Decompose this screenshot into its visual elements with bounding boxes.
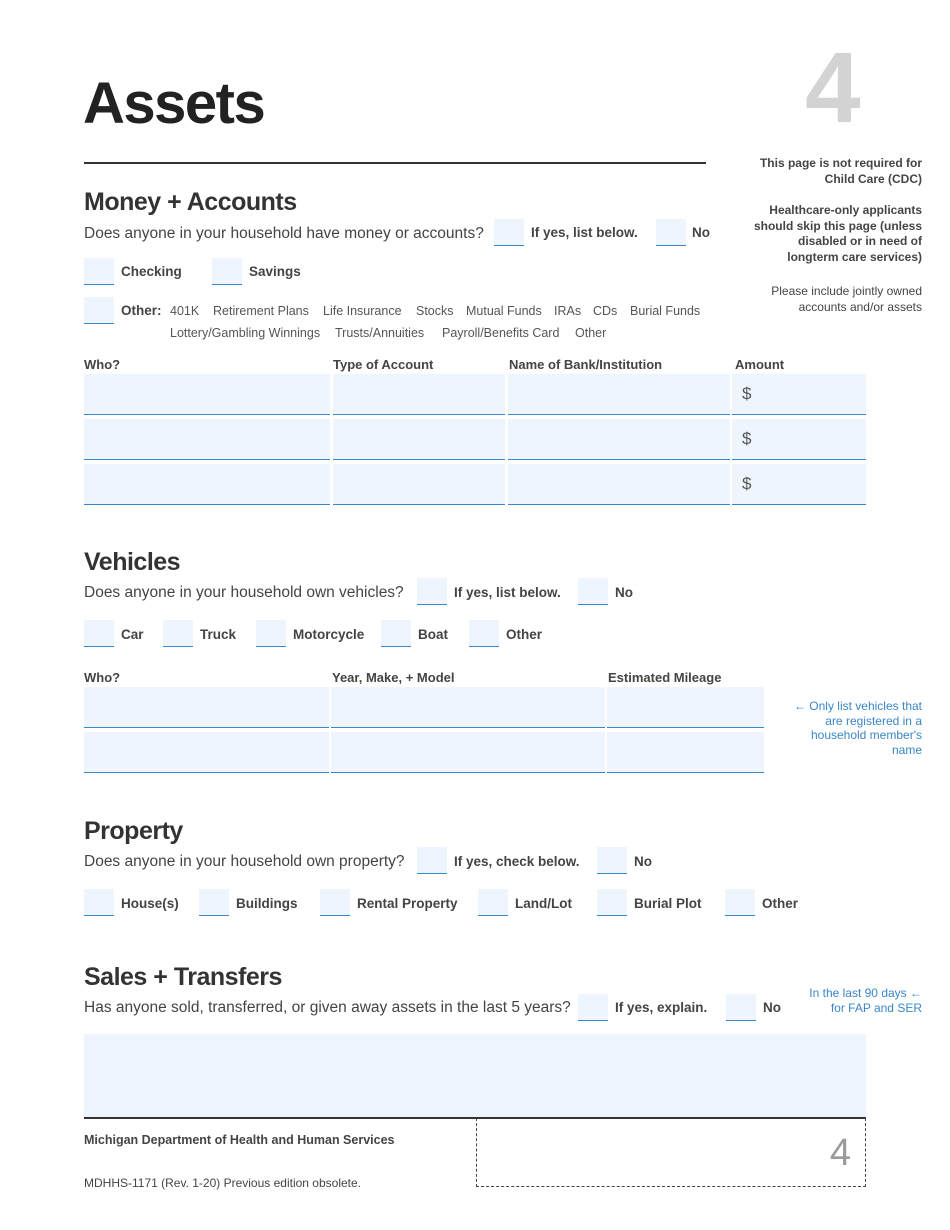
- currency-symbol: $: [742, 384, 752, 403]
- vehicles-yes-label: If yes, list below.: [454, 585, 561, 600]
- property-heading: Property: [84, 817, 183, 845]
- vehicles-no-label: No: [615, 585, 633, 600]
- vehicle-other-checkbox[interactable]: [469, 620, 499, 647]
- money-amount-field[interactable]: [732, 464, 866, 505]
- vehicles-heading: Vehicles: [84, 548, 181, 576]
- rental-property-label: Rental Property: [357, 896, 458, 911]
- money-col-amount: Amount: [735, 357, 785, 372]
- money-col-who: Who?: [84, 357, 121, 372]
- sidebar-note-cdc: This page is not required for Child Care (CDC): [759, 156, 922, 186]
- money-question: Does anyone in your household have money or accounts?: [84, 225, 484, 242]
- boat-label: Boat: [418, 627, 448, 642]
- footer-form-id: MDHHS-1171 (Rev. 1-20) Previous edition obsolete.: [84, 1176, 362, 1190]
- money-amount-field[interactable]: [732, 374, 866, 415]
- currency-symbol: $: [742, 474, 752, 493]
- property-other-checkbox[interactable]: [725, 889, 755, 916]
- money-type-field[interactable]: [333, 464, 505, 505]
- vehicles-note: ← Only list vehicles that are registered in a household member's name: [793, 699, 922, 757]
- money-no-checkbox[interactable]: [656, 219, 686, 246]
- money-yes-label: If yes, list below.: [531, 225, 638, 240]
- checking-checkbox[interactable]: [84, 258, 114, 285]
- buildings-label: Buildings: [236, 896, 298, 911]
- burial-plot-label: Burial Plot: [634, 896, 702, 911]
- buildings-checkbox[interactable]: [199, 889, 229, 916]
- motorcycle-label: Motorcycle: [293, 627, 365, 642]
- sales-explain-field[interactable]: [84, 1034, 866, 1118]
- vehicle-mileage-field[interactable]: [607, 687, 764, 728]
- land-lot-label: Land/Lot: [515, 896, 572, 911]
- footer-department: Michigan Department of Health and Human Services: [84, 1133, 395, 1147]
- vehicle-other-label: Other: [506, 627, 543, 642]
- property-no-label: No: [634, 854, 652, 869]
- other-option: Trusts/Annuities: [335, 326, 425, 340]
- other-account-checkbox[interactable]: [84, 297, 114, 324]
- other-option: Stocks: [416, 304, 454, 318]
- property-question: Does anyone in your household own property?: [84, 853, 405, 870]
- sales-note: In the last 90 days ← for FAP and SER: [809, 986, 922, 1015]
- money-no-label: No: [692, 225, 710, 240]
- vehicle-mileage-field[interactable]: [607, 732, 764, 773]
- money-type-field[interactable]: [333, 419, 505, 460]
- sidebar-note-healthcare: Healthcare-only applicants should skip this page (unless disabled or in need of longterm care services): [753, 203, 922, 264]
- money-who-field[interactable]: [84, 419, 330, 460]
- vehicle-who-field[interactable]: [84, 732, 329, 773]
- savings-label: Savings: [249, 264, 301, 279]
- money-who-field[interactable]: [84, 464, 330, 505]
- sales-yes-label: If yes, explain.: [615, 1000, 708, 1015]
- sidebar-note-joint: Please include jointly owned accounts and/or assets: [771, 284, 922, 314]
- other-account-label: Other:: [121, 303, 162, 318]
- property-no-checkbox[interactable]: [597, 847, 627, 874]
- house-checkbox[interactable]: [84, 889, 114, 916]
- money-yes-checkbox[interactable]: [494, 219, 524, 246]
- vehicles-no-checkbox[interactable]: [578, 578, 608, 605]
- sales-yes-checkbox[interactable]: [578, 994, 608, 1021]
- rental-property-checkbox[interactable]: [320, 889, 350, 916]
- other-option: CDs: [593, 304, 618, 318]
- currency-symbol: $: [742, 429, 752, 448]
- sales-heading: Sales + Transfers: [84, 963, 282, 991]
- vehicles-col-mileage: Estimated Mileage: [608, 670, 722, 685]
- other-option: Payroll/Benefits Card: [442, 326, 560, 340]
- title-divider: [84, 162, 706, 164]
- car-label: Car: [121, 627, 144, 642]
- savings-checkbox[interactable]: [212, 258, 242, 285]
- land-lot-checkbox[interactable]: [478, 889, 508, 916]
- vehicles-yes-checkbox[interactable]: [417, 578, 447, 605]
- other-option: Other: [575, 326, 607, 340]
- house-label: House(s): [121, 896, 179, 911]
- truck-label: Truck: [200, 627, 237, 642]
- money-type-field[interactable]: [333, 374, 505, 415]
- sales-no-label: No: [763, 1000, 781, 1015]
- money-col-bank: Name of Bank/Institution: [509, 357, 663, 372]
- money-bank-field[interactable]: [508, 419, 730, 460]
- property-yes-checkbox[interactable]: [417, 847, 447, 874]
- other-option: Burial Funds: [630, 304, 701, 318]
- property-yes-label: If yes, check below.: [454, 854, 580, 869]
- money-bank-field[interactable]: [508, 374, 730, 415]
- burial-plot-checkbox[interactable]: [597, 889, 627, 916]
- vehicle-model-field[interactable]: [331, 732, 605, 773]
- money-heading: Money + Accounts: [84, 188, 297, 216]
- other-option: Life Insurance: [323, 304, 402, 318]
- money-col-type: Type of Account: [333, 357, 434, 372]
- property-other-label: Other: [762, 896, 799, 911]
- motorcycle-checkbox[interactable]: [256, 620, 286, 647]
- other-option: Retirement Plans: [213, 304, 309, 318]
- car-checkbox[interactable]: [84, 620, 114, 647]
- other-option: Mutual Funds: [466, 304, 542, 318]
- sales-question: Has anyone sold, transferred, or given away assets in the last 5 years?: [84, 999, 571, 1016]
- vehicles-col-who: Who?: [84, 670, 121, 685]
- truck-checkbox[interactable]: [163, 620, 193, 647]
- other-option: Lottery/Gambling Winnings: [170, 326, 321, 340]
- other-option: 401K: [170, 304, 200, 318]
- vehicle-model-field[interactable]: [331, 687, 605, 728]
- page-title: Assets: [83, 71, 265, 136]
- vehicles-question: Does anyone in your household own vehicles?: [84, 584, 404, 601]
- footer-page-box: [476, 1118, 866, 1187]
- money-amount-field[interactable]: [732, 419, 866, 460]
- money-who-field[interactable]: [84, 374, 330, 415]
- boat-checkbox[interactable]: [381, 620, 411, 647]
- money-bank-field[interactable]: [508, 464, 730, 505]
- footer-page-number: 4: [829, 1132, 851, 1174]
- vehicles-col-model: Year, Make, + Model: [332, 670, 455, 685]
- checking-label: Checking: [121, 264, 182, 279]
- sales-no-checkbox[interactable]: [726, 994, 756, 1021]
- page-number-large: 4: [805, 32, 859, 144]
- other-option: IRAs: [554, 304, 582, 318]
- vehicle-who-field[interactable]: [84, 687, 329, 728]
